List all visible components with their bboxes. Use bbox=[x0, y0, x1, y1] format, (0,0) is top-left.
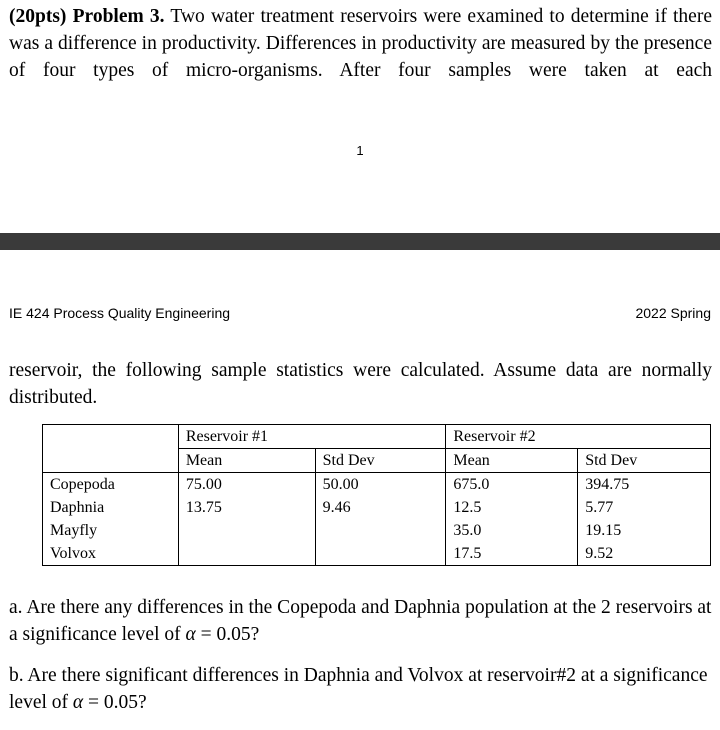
organism-name: Mayfly bbox=[43, 519, 179, 542]
r2-mean-header: Mean bbox=[446, 449, 578, 473]
alpha-value: = 0.05? bbox=[195, 624, 260, 645]
r1-mean-value: 75.00 bbox=[178, 473, 315, 497]
table-corner-cell bbox=[43, 425, 179, 449]
r2-mean-value: 17.5 bbox=[446, 542, 578, 566]
r1-mean-value: 13.75 bbox=[178, 496, 315, 519]
r1-mean-header: Mean bbox=[178, 449, 315, 473]
table-row bbox=[43, 473, 711, 497]
r1-std-value bbox=[315, 542, 446, 566]
reservoir2-header: Reservoir #2 bbox=[446, 425, 578, 449]
r1-std-value: 50.00 bbox=[315, 473, 446, 497]
organism-name: Copepoda bbox=[43, 473, 179, 497]
r2-std-value: 19.15 bbox=[578, 519, 711, 542]
r2-mean-value: 675.0 bbox=[446, 473, 578, 497]
reservoir1-header-span bbox=[315, 425, 446, 449]
course-header: IE 424 Process Quality Engineering bbox=[9, 305, 231, 321]
r1-std-value bbox=[315, 519, 446, 542]
r1-std-header: Std Dev bbox=[315, 449, 446, 473]
table-row bbox=[43, 519, 711, 542]
problem-text: Two water treatment reservoirs were examined to determine if there was a difference in productivity. Differences in productivity are measured by the presence of four types of micro-organisms. After four samples were taken at each bbox=[9, 6, 712, 81]
organism-column-header bbox=[43, 449, 179, 473]
question-a bbox=[9, 594, 712, 648]
table-subheader-row bbox=[43, 449, 711, 473]
organism-name: Daphnia bbox=[43, 496, 179, 519]
r2-std-value: 394.75 bbox=[578, 473, 711, 497]
sample-statistics-table bbox=[42, 424, 711, 566]
problem-label: (20pts) Problem 3. bbox=[9, 6, 165, 27]
organism-name: Volvox bbox=[43, 542, 179, 566]
problem-statement bbox=[9, 3, 712, 84]
alpha-value: = 0.05? bbox=[83, 692, 147, 713]
page-number: 1 bbox=[356, 143, 364, 158]
r1-mean-value bbox=[178, 542, 315, 566]
r1-mean-value bbox=[178, 519, 315, 542]
term-header: 2022 Spring bbox=[635, 305, 711, 321]
question-a-text: a. Are there any differences in the Copepoda and Daphnia population at the 2 reservoirs at a significance level of bbox=[9, 597, 712, 645]
table-row bbox=[43, 542, 711, 566]
reservoir1-header: Reservoir #1 bbox=[178, 425, 315, 449]
alpha-symbol: α bbox=[185, 624, 196, 645]
page-break-divider bbox=[0, 233, 720, 250]
r1-std-value: 9.46 bbox=[315, 496, 446, 519]
problem-continued-text: reservoir, the following sample statistics were calculated. Assume data are normally distributed. bbox=[9, 360, 712, 408]
r2-std-value: 5.77 bbox=[578, 496, 711, 519]
table-header-row bbox=[43, 425, 711, 449]
r2-std-header: Std Dev bbox=[578, 449, 711, 473]
table-row bbox=[43, 496, 711, 519]
r2-std-value: 9.52 bbox=[578, 542, 711, 566]
question-b-text: b. Are there significant differences in Daphnia and Volvox at reservoir#2 at a significance level of bbox=[9, 665, 708, 713]
r2-mean-value: 35.0 bbox=[446, 519, 578, 542]
question-b bbox=[9, 662, 712, 716]
alpha-symbol: α bbox=[72, 692, 84, 713]
reservoir2-header-span bbox=[578, 425, 711, 449]
r2-mean-value: 12.5 bbox=[446, 496, 578, 519]
